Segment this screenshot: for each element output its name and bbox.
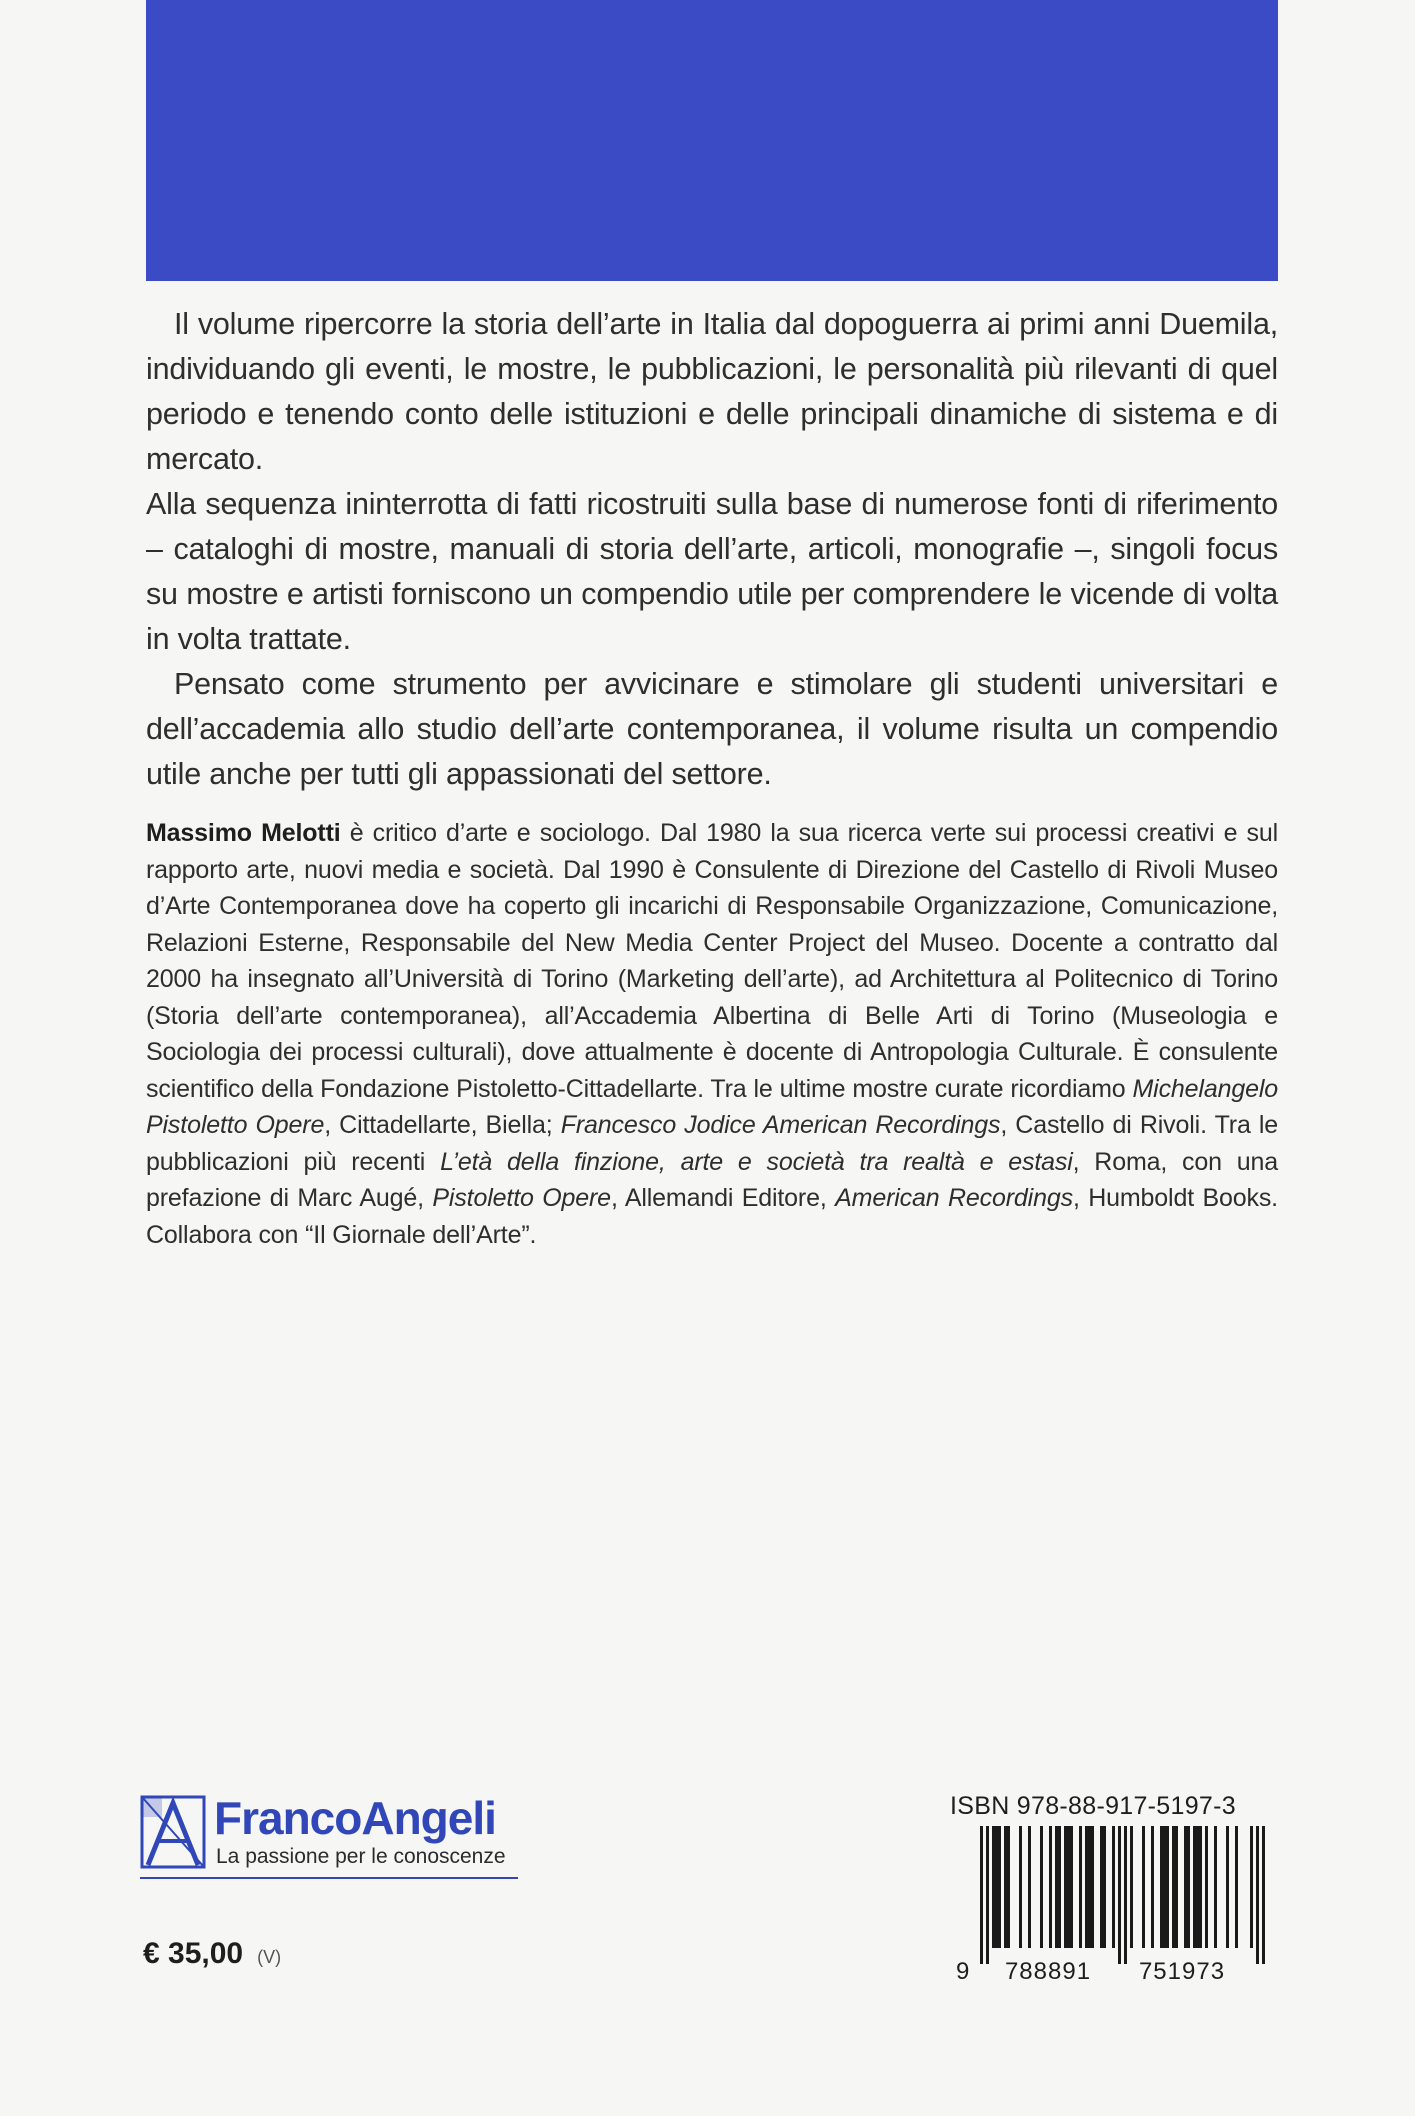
barcode-bar [1199,1826,1202,1948]
publisher-logo [140,1792,520,1883]
cover-color-band [146,0,1278,281]
barcode-right-digits: 751973 [1138,1958,1226,1985]
author-bio [146,815,1278,1253]
barcode-bar [1103,1826,1106,1948]
barcode-bar [1214,1826,1217,1948]
bio-text: è critico d’arte e sociologo. Dal 1980 la sua ricerca verte sui processi creativi e sul rapporto arte, nuovi media e società. Dal 1990 è Consulente di Direzione del Castello di Rivoli Museo d’Arte Contemporanea dove ha coperto gli incarichi di Responsabile Organizzazione, Comunicazione, Relazioni Esterne, Responsabile del New Media Center Project del Museo. Docente a contratto dal 2000 ha insegnato all’Università di Torino (Marketing dell’arte), ad Architettura al Politecnico di Torino (Storia dell’arte contemporanea), all’Accademia Albertina di Belle Arti di Torino (Museologia e Sociologia dei processi culturali), dove attualmente è docente di Antropologia Culturale. È consulente scientifico della Fondazione Pistoletto-Cittadellarte. Tra le ultime mostre curate ricordiamo [146,819,1278,1103]
barcode-bar [1205,1826,1208,1948]
ean13-barcode-icon [950,1826,1286,1988]
bio-title-italic: L’età della finzione, arte e società tra realtà e estasi [440,1147,1073,1176]
price-label [143,1937,281,1971]
barcode-guard-bar [1262,1826,1265,1964]
barcode-guard-bar [1124,1826,1127,1964]
barcode-bar [1100,1826,1103,1948]
barcode-bar [1067,1826,1070,1948]
barcode-guard-bar [986,1826,989,1964]
author-bio-paragraph [146,815,1278,1253]
barcode-first-digit: 9 [956,1958,970,1985]
barcode-bar [1172,1826,1175,1948]
barcode-bar [1160,1826,1163,1948]
francoangeli-a-logo-icon [140,1795,206,1869]
barcode-bar [1007,1826,1010,1948]
isbn-label: ISBN 978-88-917-5197-3 [950,1792,1236,1820]
barcode-bar [1028,1826,1031,1948]
barcode-bar [1004,1826,1007,1948]
blurb-paragraph: Pensato come strumento per avvicinare e stimolare gli studenti universitari e dell’accademia allo studio dell’arte contemporanea, il volume risulta un compendio utile anche per tutti gli appassionati del settore. [146,667,1278,791]
price-amount: € 35,00 [143,1937,244,1970]
barcode-bar [1235,1826,1238,1948]
barcode-bar [1226,1826,1229,1948]
barcode-bar [1250,1826,1253,1948]
isbn-block [950,1792,1290,1992]
barcode-bar [1070,1826,1073,1948]
barcode-bar [1187,1826,1190,1948]
barcode-bar [1130,1826,1133,1948]
barcode-bar [1019,1826,1022,1948]
barcode-bar [1151,1826,1154,1948]
barcode-bar [992,1826,995,1948]
barcode-bar [1064,1826,1067,1948]
barcode-bar [1166,1826,1169,1948]
barcode-bar [995,1826,998,1948]
barcode-guard-bar [1118,1826,1121,1964]
barcode-bar [1085,1826,1088,1948]
barcode-bar [1055,1826,1058,1948]
barcode-guard-bar [980,1826,983,1964]
back-cover-blurb [146,302,1278,797]
barcode-bar [1040,1826,1043,1948]
barcode-bar [1091,1826,1094,1948]
barcode-bar [1079,1826,1082,1948]
bio-title-italic: Francesco Jodice American Recordings [560,1111,1001,1139]
publisher-name: FrancoAngeli [214,1792,496,1844]
bio-text: , Allemandi Editore, [610,1184,836,1212]
bio-text: , Cittadellarte, Biella; [324,1111,561,1139]
blurb-paragraph: Il volume ripercorre la storia dell’arte in Italia dal dopoguerra ai primi anni Duemila, individuando gli eventi, le mostre, le pubblicazioni, le personalità più rilevanti di quel periodo e tenendo conto delle istituzioni e delle principali dinamiche di sistema e di mercato. [146,307,1278,476]
barcode-guard-bar [1256,1826,1259,1964]
barcode-bar [1184,1826,1187,1948]
bio-text: , Castello di Rivoli. Tra le pubblicazioni più recenti [146,1111,1278,1176]
barcode-bar [1142,1826,1145,1948]
bio-text: , Roma, con una prefazione di Marc Augé, [146,1147,1279,1212]
bio-title-italic: American Recordings [835,1184,1073,1212]
price-vat: (V) [257,1947,282,1967]
barcode-bar [1196,1826,1199,1948]
barcode-bar [1088,1826,1091,1948]
barcode-bar [998,1826,1001,1948]
bio-title-italic: Michelangelo Pistoletto Opere [146,1074,1278,1139]
barcode-left-digits: 788891 [1004,1958,1092,1985]
publisher-rule [140,1877,518,1879]
bio-text: , Humboldt Books. Collabora con “Il Giornale dell’Arte”. [146,1184,1278,1249]
blurb-paragraph: Alla sequenza ininterrotta di fatti ricostruiti sulla base di numerose fonti di riferimento – cataloghi di mostre, manuali di storia dell’arte, articoli, monografie –, singoli focus su mostre e artisti forniscono un compendio utile per comprendere le vicende di volta in volta trattate. [146,487,1278,656]
bio-title-italic: Pistoletto Opere [432,1184,611,1212]
barcode-bar [1163,1826,1166,1948]
barcode-bar [1175,1826,1178,1948]
barcode-bar [1049,1826,1052,1948]
barcode-bar [1193,1826,1196,1948]
barcode-bar [1058,1826,1061,1948]
publisher-tagline: La passione per le conoscenze [216,1845,506,1868]
barcode-bar [1112,1826,1115,1948]
author-name: Massimo Melotti [146,819,341,847]
